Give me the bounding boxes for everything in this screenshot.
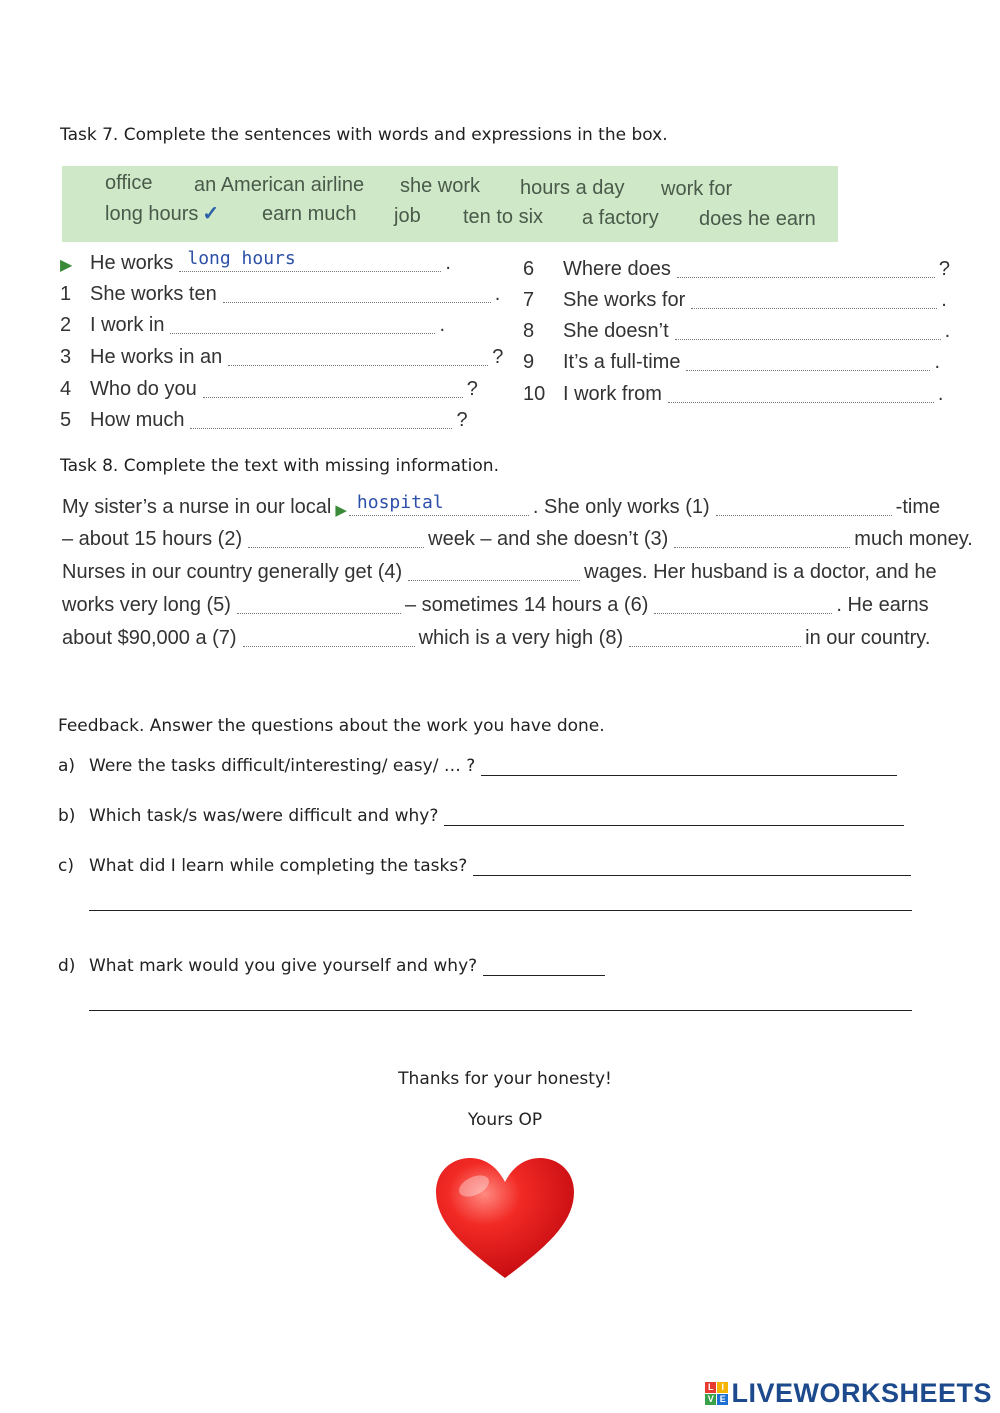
- answer-line[interactable]: [473, 859, 911, 876]
- item-number: 1: [60, 283, 72, 305]
- answer-blank[interactable]: [668, 384, 934, 403]
- text-segment: -time: [895, 496, 941, 518]
- liveworksheets-logo: [705, 1378, 992, 1409]
- item-number: 3: [60, 346, 72, 368]
- sentence-item: [523, 258, 950, 281]
- logo-mark-letter: V: [705, 1394, 716, 1405]
- answer-blank[interactable]: [674, 529, 850, 548]
- box-word: ten to six: [463, 206, 544, 228]
- sentence-item: [523, 351, 940, 374]
- text-segment: wages. Her husband is a doctor, and he: [584, 561, 937, 583]
- question-letter: a): [58, 756, 76, 776]
- answer-blank[interactable]: [686, 352, 930, 371]
- question-text: What did I learn while completing the tasks?: [89, 856, 468, 876]
- answer-line[interactable]: [444, 809, 904, 826]
- answer-line[interactable]: [89, 910, 912, 911]
- answer-blank[interactable]: [408, 562, 580, 581]
- item-number: 9: [523, 351, 535, 373]
- sentence-item: [523, 383, 943, 406]
- question-letter: c): [58, 856, 74, 876]
- feedback-heading: Feedback. Answer the questions about the work you have done.: [58, 716, 605, 736]
- text-segment: . She only works (1): [532, 496, 710, 518]
- sentence-end: .: [944, 320, 951, 342]
- sentence-text: It’s a full-time: [563, 351, 681, 373]
- question-text: Which task/s was/were difficult and why?: [89, 806, 439, 826]
- feedback-question: [58, 856, 911, 876]
- logo-mark-icon: [705, 1382, 728, 1405]
- text-segment: – sometimes 14 hours a (6): [404, 594, 649, 616]
- thanks-text: Thanks for your honesty!: [398, 1069, 612, 1089]
- box-word: work for: [661, 178, 733, 200]
- logo-text: LIVEWORKSHEETS: [731, 1378, 992, 1408]
- answer-blank[interactable]: [629, 628, 801, 647]
- logo-mark-letter: I: [717, 1382, 728, 1393]
- text-segment: week – and she doesn’t (3): [428, 528, 669, 550]
- sentence-end: .: [937, 383, 944, 405]
- item-number: 2: [60, 314, 72, 336]
- text-segment: about $90,000 a (7): [62, 627, 237, 649]
- text-segment: much money.: [854, 528, 973, 550]
- text-segment: . He earns: [836, 594, 929, 616]
- answer-blank[interactable]: [716, 497, 892, 516]
- answer-line[interactable]: [483, 959, 605, 976]
- sentence-end: .: [494, 283, 501, 305]
- logo-mark-letter: E: [717, 1394, 728, 1405]
- text-line: [62, 528, 973, 551]
- answer-blank[interactable]: [248, 529, 424, 548]
- question-letter: d): [58, 956, 76, 976]
- sentence-item: [523, 289, 947, 312]
- item-number: 4: [60, 378, 72, 400]
- check-icon: ✓: [202, 203, 220, 225]
- text-segment: works very long (5): [62, 594, 231, 616]
- item-number: 7: [523, 289, 535, 311]
- task7-heading: Task 7. Complete the sentences with words and expressions in the box.: [60, 125, 668, 145]
- text-line: [62, 627, 930, 650]
- text-line: [62, 594, 929, 617]
- text-segment: which is a very high (8): [418, 627, 624, 649]
- answer-blank[interactable]: [228, 347, 488, 366]
- box-word: she work: [400, 175, 481, 197]
- answer-blank[interactable]: [203, 379, 463, 398]
- answer-blank[interactable]: [243, 628, 415, 647]
- sentence-item: [60, 378, 478, 401]
- box-word: hours a day: [520, 177, 625, 199]
- text-segment: Nurses in our country generally get (4): [62, 561, 403, 583]
- item-number: 5: [60, 409, 72, 431]
- sentence-text: She works ten: [90, 283, 217, 305]
- answer-blank[interactable]: [223, 284, 491, 303]
- text-line: [62, 561, 937, 584]
- item-number: 8: [523, 320, 535, 342]
- question-letter: b): [58, 806, 76, 826]
- sentence-text: I work in: [90, 314, 165, 336]
- text-line: [62, 492, 941, 519]
- signature-text: Yours OP: [467, 1110, 543, 1130]
- sentence-end: ?: [456, 409, 468, 431]
- sentence-end: ?: [492, 346, 504, 368]
- answer-blank[interactable]: [675, 321, 941, 340]
- box-word: an American airline: [194, 174, 365, 196]
- word-box: [62, 166, 838, 242]
- sentence-text: She doesn’t: [563, 320, 669, 342]
- answer-blank[interactable]: [170, 315, 435, 334]
- sentence-text: She works for: [563, 289, 686, 311]
- sentence-text: Who do you: [90, 378, 197, 400]
- handwritten-answer: long hours: [187, 248, 296, 269]
- answer-blank[interactable]: [237, 595, 401, 614]
- play-arrow-icon: ▶: [335, 502, 347, 519]
- box-word-checked: [105, 201, 219, 226]
- sentence-end: .: [445, 252, 451, 274]
- sentence-item: [60, 283, 500, 306]
- task8-heading: Task 8. Complete the text with missing information.: [60, 456, 499, 476]
- box-word: office: [105, 172, 153, 194]
- sentence-text: He works: [90, 252, 174, 274]
- box-word: does he earn: [699, 208, 816, 230]
- sentence-text: He works in an: [90, 346, 223, 368]
- heart-icon: [432, 1156, 578, 1282]
- sentence-end: ?: [466, 378, 478, 400]
- sentence-item: [60, 314, 445, 337]
- sentence-item: [60, 346, 503, 369]
- answer-blank[interactable]: [677, 259, 935, 278]
- answer-blank[interactable]: [654, 595, 832, 614]
- answer-blank[interactable]: [691, 290, 937, 309]
- box-word: job: [394, 205, 421, 227]
- sentence-example: [60, 248, 451, 275]
- box-word: a factory: [582, 207, 659, 229]
- answer-blank[interactable]: [190, 410, 452, 429]
- handwritten-answer: hospital: [356, 492, 444, 513]
- item-number: 6: [523, 258, 535, 280]
- answer-blank[interactable]: [179, 248, 441, 272]
- feedback-question: [58, 806, 904, 826]
- text-segment: – about 15 hours (2): [62, 528, 243, 550]
- answer-blank[interactable]: [349, 492, 529, 516]
- box-word: long hours: [105, 203, 199, 225]
- sentence-end: .: [439, 314, 446, 336]
- feedback-question: [58, 756, 897, 776]
- item-number: 10: [523, 383, 546, 405]
- text-segment: My sister’s a nurse in our local: [62, 496, 332, 518]
- logo-mark-letter: L: [705, 1382, 716, 1393]
- question-text: Were the tasks difficult/interesting/ easy/ … ?: [89, 756, 476, 776]
- sentence-item: [60, 409, 468, 432]
- sentence-end: ?: [938, 258, 950, 280]
- answer-line[interactable]: [481, 759, 897, 776]
- sentence-text: Where does: [563, 258, 671, 280]
- question-text: What mark would you give yourself and why?: [89, 956, 478, 976]
- box-word: earn much: [262, 203, 357, 225]
- answer-line[interactable]: [89, 1010, 912, 1011]
- sentence-end: .: [934, 351, 941, 373]
- play-arrow-icon: ▶: [60, 257, 73, 274]
- sentence-end: .: [941, 289, 947, 311]
- sentence-item: [523, 320, 950, 343]
- sentence-text: I work from: [563, 383, 662, 405]
- feedback-question: [58, 956, 605, 976]
- sentence-text: How much: [90, 409, 185, 431]
- text-segment: in our country.: [805, 627, 931, 649]
